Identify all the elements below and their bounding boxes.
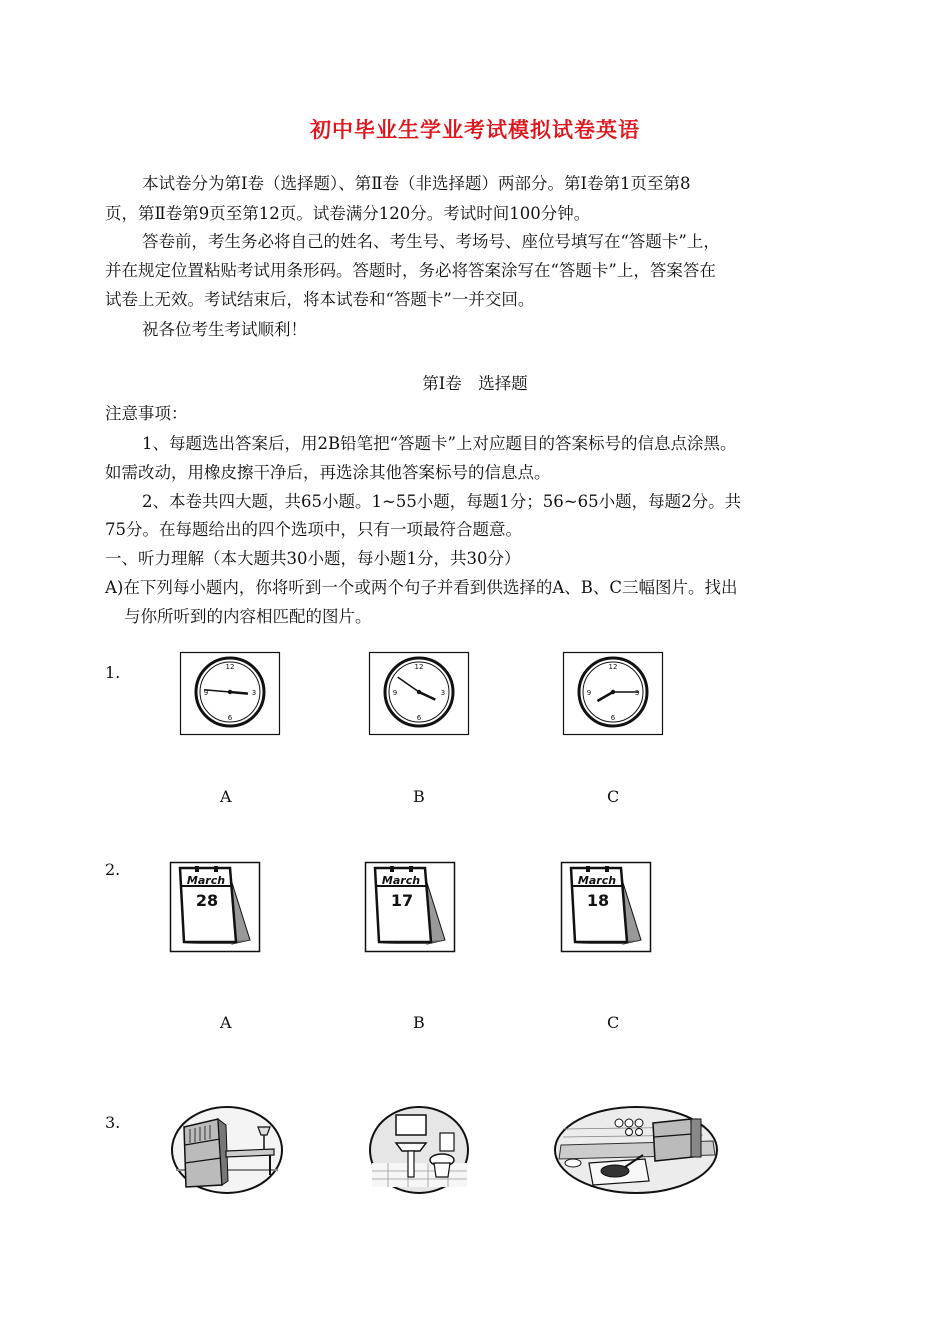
svg-text:3: 3 xyxy=(251,689,257,697)
question-1-option-a-label: A xyxy=(220,787,232,806)
calendar-icon xyxy=(170,862,262,954)
notes-heading: 注意事项： xyxy=(105,404,188,423)
intro-p2-line3: 试卷上无效。考试结束后，将本试卷和“答题卡”一并交回。 xyxy=(105,290,535,309)
kitchen-icon xyxy=(553,1105,719,1195)
svg-text:12: 12 xyxy=(608,663,618,671)
page-title: 初中毕业生学业考试模拟试卷英语 xyxy=(310,117,640,142)
calendar-day: 18 xyxy=(586,891,610,910)
clock-icon xyxy=(180,652,280,736)
bathroom-icon xyxy=(368,1105,471,1195)
svg-text:6: 6 xyxy=(416,714,422,722)
svg-text:9: 9 xyxy=(203,689,209,697)
note-2-line1: 2、本卷共四大题，共65小题。1~55小题，每题1分；56~65小题，每题2分。共 xyxy=(142,492,742,511)
calendar-month: March xyxy=(186,874,226,887)
calendar-month: March xyxy=(381,874,421,887)
question-3-number: 3. xyxy=(105,1113,121,1132)
question-2-option-a-label: A xyxy=(220,1013,232,1032)
calendar-day: 17 xyxy=(390,891,414,910)
intro-p2-line1: 答卷前，考生务必将自己的姓名、考生号、考场号、座位号填写在“答题卡”上， xyxy=(142,232,720,251)
svg-text:3: 3 xyxy=(440,689,446,697)
svg-text:3: 3 xyxy=(634,689,640,697)
svg-text:12: 12 xyxy=(225,663,235,671)
question-2-number: 2. xyxy=(105,860,121,879)
svg-text:9: 9 xyxy=(586,689,592,697)
clock-icon xyxy=(369,652,469,736)
intro-p1-line1: 本试卷分为第Ⅰ卷（选择题）、第Ⅱ卷（非选择题）两部分。第Ⅰ卷第1页至第8 xyxy=(142,174,691,193)
calendar-month: March xyxy=(577,874,617,887)
clock-icon xyxy=(563,652,663,736)
note-1-line2: 如需改动，用橡皮擦干净后，再选涂其他答案标号的信息点。 xyxy=(105,463,551,482)
part1-heading: 一、听力理解（本大题共30小题，每小题1分，共30分） xyxy=(105,549,521,568)
note-1-line1: 1、每题选出答案后，用2B铅笔把“答题卡”上对应题目的答案标号的信息点涂黑。 xyxy=(142,434,737,453)
question-2-option-b-label: B xyxy=(413,1013,425,1032)
calendar-icon xyxy=(561,862,653,954)
question-1-option-c-label: C xyxy=(607,787,620,806)
calendar-day: 28 xyxy=(195,891,219,910)
svg-text:9: 9 xyxy=(392,689,398,697)
part1-instruction-line2: 与你所听到的内容相匹配的图片。 xyxy=(124,607,372,626)
study-room-icon xyxy=(170,1105,285,1195)
svg-text:6: 6 xyxy=(610,714,616,722)
intro-p2-line2: 并在规定位置粘贴考试用条形码。答题时，务必将答案涂写在“答题卡”上，答案答在 xyxy=(105,261,716,280)
calendar-icon xyxy=(365,862,457,954)
question-1-number: 1. xyxy=(105,663,121,682)
intro-p1-line2: 页，第Ⅱ卷第9页至第12页。试卷满分120分。考试时间100分钟。 xyxy=(105,204,591,223)
part1-instruction-line1: A)在下列每小题内，你将听到一个或两个句子并看到供选择的A、B、C三幅图片。找出 xyxy=(105,578,738,597)
question-2-option-c-label: C xyxy=(607,1013,620,1032)
svg-text:12: 12 xyxy=(414,663,424,671)
question-1-option-b-label: B xyxy=(413,787,425,806)
svg-text:6: 6 xyxy=(227,714,233,722)
intro-p3: 祝各位考生考试顺利！ xyxy=(142,320,307,339)
note-2-line2: 75分。在每题给出的四个选项中，只有一项最符合题意。 xyxy=(105,520,522,539)
section-heading: 第Ⅰ卷 选择题 xyxy=(422,374,528,393)
